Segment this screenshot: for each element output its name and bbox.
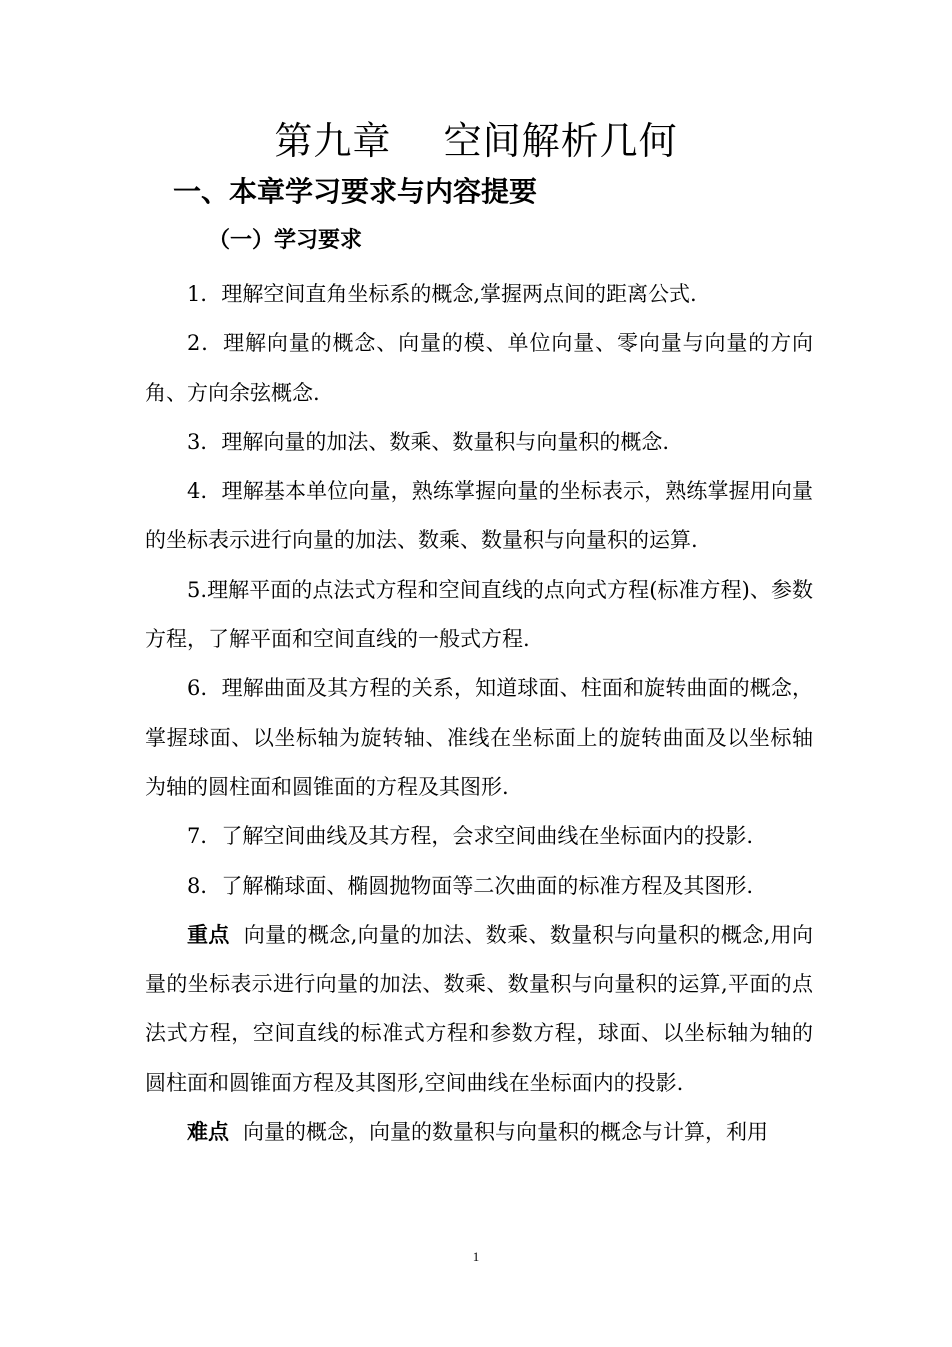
requirement-item: 1．理解空间直角坐标系的概念,掌握两点间的距离公式. [187,282,697,306]
requirement-item: 6．理解曲面及其方程的关系，知道球面、柱面和旋转曲面的概念，掌握球面、以坐标轴为旋转轴、准线在坐标面上的旋转曲面及以坐标轴为轴的圆柱面和圆锥面的方程及其图形. [145,676,813,799]
requirement-item: 8．了解椭球面、椭圆抛物面等二次曲面的标准方程及其图形. [187,873,754,898]
sub-heading: （一）学习要求 [208,228,363,253]
page-number: 1 [472,1249,480,1264]
key-points-label: 重点 [187,922,230,947]
difficult-points-text: 向量的概念，向量的数量积与向量积的概念与计算，利用 [243,1120,768,1145]
key-points-text: 向量的概念,向量的加法、数乘、数量积与向量积的概念,用向量的坐标表示进行向量的加法、数乘、数量积与向量积的运算,平面的点法式方程，空间直线的标准式方程和参数方程，球面、以坐标轴为轴的圆柱面和圆锥面方程及其图形,空间曲线在坐标面内的投影. [145,922,813,1095]
requirement-item: 3．理解向量的加法、数乘、数量积与向量积的概念. [187,429,670,454]
requirement-item: 7．了解空间曲线及其方程，会求空间曲线在坐标面内的投影. [187,824,754,849]
key-points-paragraph [145,911,813,1108]
requirement-item: 2．理解向量的概念、向量的模、单位向量、零向量与向量的方向角、方向余弦概念. [145,331,813,405]
difficult-points-label: 难点 [187,1120,229,1145]
section-heading: 一、本章学习要求与内容提要 [173,175,538,208]
requirement-item: 4．理解基本单位向量，熟练掌握向量的坐标表示，熟练掌握用向量的坐标表示进行向量的加法、数乘、数量积与向量积的运算. [145,479,813,553]
requirements-body [145,270,813,1157]
requirement-item: 5.理解平面的点法式方程和空间直线的点向式方程(标准方程)、参数方程，了解平面和空间直线的一般式方程. [145,577,813,652]
chapter-title: 第九章 空间解析几何 [274,119,678,163]
difficult-points-paragraph [145,1108,813,1157]
